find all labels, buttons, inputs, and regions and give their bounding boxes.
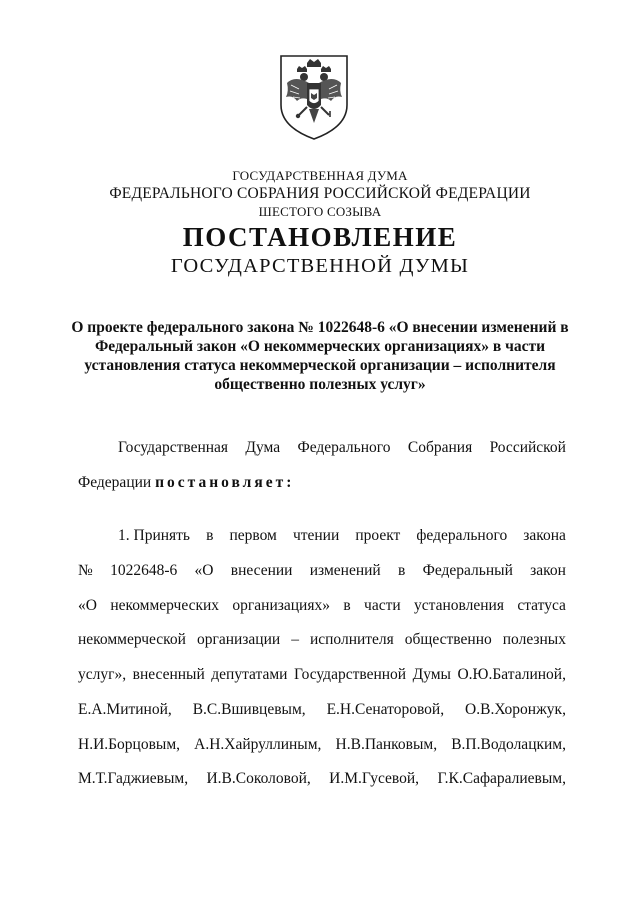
word: Государственной <box>294 666 407 683</box>
word: Г.К.Сафаралиевым, <box>437 770 566 787</box>
word: В.С.Вшивцевым, <box>192 701 306 718</box>
word: И.М.Гусевой, <box>329 770 420 787</box>
word: О.Ю.Баталиной, <box>457 666 566 683</box>
word: в <box>206 527 214 544</box>
subject-line: Федеральный закон «О некоммерческих организациях» в части <box>94 338 546 355</box>
word: Российской <box>489 439 566 456</box>
word: статуса <box>517 597 566 614</box>
word: Федеральный <box>422 562 513 579</box>
word: Федерального <box>297 439 391 456</box>
word: Н.В.Панковым, <box>335 736 438 753</box>
header-line-3: ШЕСТОГО СОЗЫВА <box>258 204 382 219</box>
word: Н.И.Борцовым, <box>78 736 180 753</box>
word: «О <box>194 562 214 579</box>
word: организациях» <box>232 597 330 614</box>
resolution-subject <box>70 318 570 394</box>
word: А.Н.Хайруллиным, <box>194 736 322 753</box>
word: полезных <box>502 631 566 648</box>
word: И.В.Соколовой, <box>206 770 311 787</box>
word: проект <box>355 527 401 544</box>
item1-line-8 <box>78 770 566 788</box>
word: М.Т.Гаджиевым, <box>78 770 189 787</box>
document-subtitle: ГОСУДАРСТВЕННОЙ ДУМЫ <box>170 255 470 277</box>
subject-line: общественно полезных услуг» <box>214 376 426 393</box>
word: Собрания <box>407 439 473 456</box>
word: внесении <box>230 562 293 579</box>
word: внесенный <box>132 666 205 683</box>
header-line-2: ФЕДЕРАЛЬНОГО СОБРАНИЯ РОССИЙСКОЙ ФЕДЕРАЦИИ <box>109 185 531 202</box>
word: № <box>78 562 93 579</box>
issuer-header <box>0 167 640 221</box>
word: исполнителя <box>309 631 394 648</box>
subject-line: О проекте федерального закона № 1022648-6 «О внесении изменений в <box>71 319 569 336</box>
item1-line-5 <box>78 666 566 684</box>
word: Думы <box>412 666 451 683</box>
resolves-word: постановляет: <box>155 474 295 491</box>
word: некоммерческой <box>78 631 186 648</box>
word: общественно <box>404 631 492 648</box>
intro-line-2 <box>78 474 294 492</box>
word: закона <box>523 527 566 544</box>
word: О.В.Хоронжук, <box>465 701 566 718</box>
subject-line: установления статуса некоммерческой организации – исполнителя <box>84 357 556 374</box>
word: части <box>364 597 401 614</box>
word: Дума <box>245 439 281 456</box>
double-headed-eagle-icon <box>277 53 351 141</box>
item1-line-1 <box>118 527 566 545</box>
item1-line-6 <box>78 701 566 719</box>
word: Е.А.Митиной, <box>78 701 172 718</box>
word: 1. Принять <box>118 527 191 544</box>
intro-line-1 <box>118 439 566 457</box>
item1-line-7 <box>78 736 566 754</box>
item1-line-4 <box>78 631 566 649</box>
word: в <box>398 562 406 579</box>
word: чтении <box>292 527 340 544</box>
word: депутатами <box>211 666 288 683</box>
word: в <box>343 597 351 614</box>
word: – <box>291 631 299 648</box>
word: закон <box>530 562 566 579</box>
word: первом <box>229 527 277 544</box>
word: некоммерческих <box>110 597 220 614</box>
header-line-1: ГОСУДАРСТВЕННАЯ ДУМА <box>232 168 408 183</box>
word: Е.Н.Сенаторовой, <box>326 701 445 718</box>
word: 1022648-6 <box>110 562 178 579</box>
word: В.П.Водолацким, <box>451 736 566 753</box>
word: Государственная <box>118 439 229 456</box>
word: Федерации <box>78 474 152 491</box>
word: изменений <box>309 562 381 579</box>
document-title: ПОСТАНОВЛЕНИЕ <box>182 222 458 252</box>
item1-line-2 <box>78 562 566 580</box>
word: установления <box>414 597 504 614</box>
word: федерального <box>416 527 508 544</box>
word: организации <box>196 631 281 648</box>
word: услуг», <box>78 666 127 683</box>
item1-line-3 <box>78 597 566 615</box>
word: «О <box>78 597 97 614</box>
